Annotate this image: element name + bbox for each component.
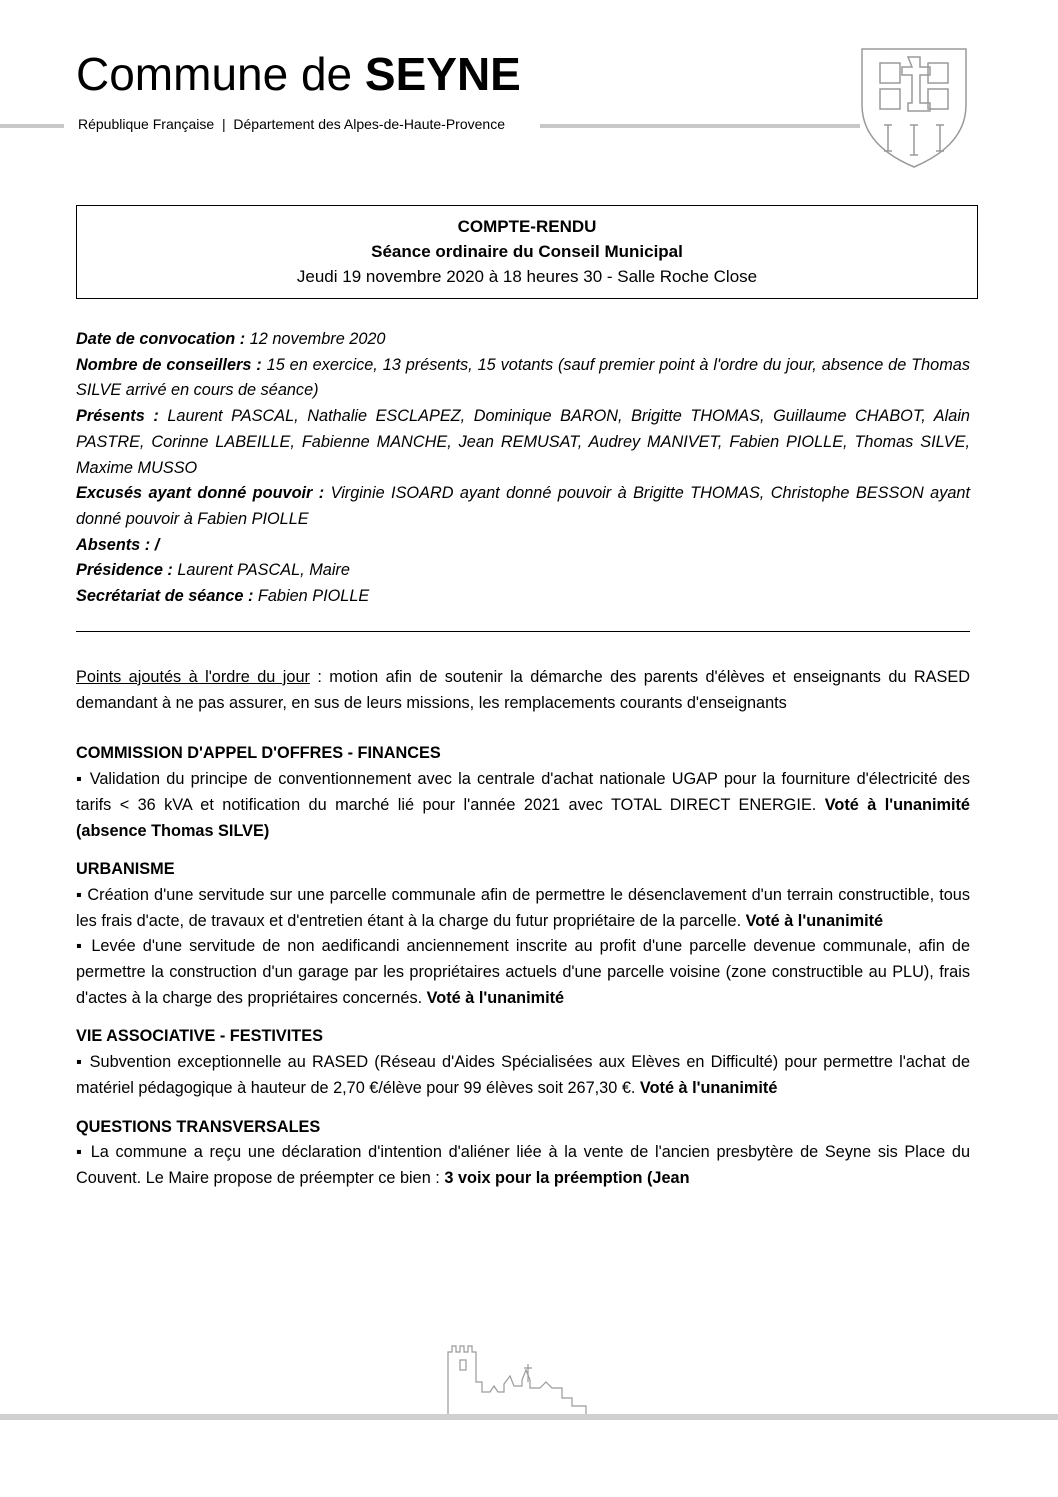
vie-associative-item (76, 1050, 970, 1101)
section-title-cao: COMMISSION D'APPEL D'OFFRES - FINANCES (76, 744, 441, 763)
section-title-vie-associative: VIE ASSOCIATIVE - FESTIVITES (76, 1027, 323, 1046)
absents-line (76, 533, 970, 559)
session-type: Séance ordinaire du Conseil Municipal (371, 242, 683, 261)
section-title-questions: QUESTIONS TRANSVERSALES (76, 1117, 321, 1136)
presidence-line (76, 558, 970, 584)
report-heading: COMPTE-RENDU (457, 217, 597, 236)
presents-line (76, 404, 970, 481)
convocation-line (76, 327, 970, 353)
report-title-box (76, 205, 978, 299)
conseillers-line (76, 353, 970, 404)
meeting-info (76, 327, 970, 610)
title-prefix: Commune de (76, 48, 353, 100)
presidence-label: Présidence : (76, 561, 173, 580)
separator-line (76, 631, 970, 632)
presidence-value: Laurent PASCAL, Maire (172, 561, 350, 580)
subtitle: République Française | Département des Alpes-de-Haute-Provence (78, 116, 505, 132)
added-points (76, 665, 970, 716)
title-name: SEYNE (364, 48, 521, 100)
report-body (76, 665, 970, 1192)
added-points-label: Points ajoutés à l'ordre du jour (76, 668, 310, 686)
session-date: Jeudi 19 novembre 2020 à 18 heures 30 - Salle Roche Close (296, 267, 758, 286)
vie-associative-vote: Voté à l'unanimité (639, 1078, 778, 1097)
urbanisme-item-2-text: ▪ Levée d'une servitude de non aedificandi anciennement inscrite au profit d'une parcelle devenue communale, afin de permettre la construction d'un garage par les propriétaires actuels d'une parcelle voisine (zone constructible au PLU), frais d'actes à la charge des propriétaires concernés. (76, 937, 970, 1007)
coat-of-arms-icon (858, 45, 970, 170)
conseillers-label: Nombre de conseillers : (76, 355, 262, 374)
subtitle-rule-right (540, 124, 860, 128)
cao-item (76, 767, 970, 844)
excuses-line (76, 481, 970, 532)
questions-item (76, 1140, 970, 1191)
footer-rule (0, 1414, 1058, 1420)
urbanisme-item-1-text: ▪ Création d'une servitude sur une parcelle communale afin de permettre le désenclavement d'un terrain constructible, tous les frais d'acte, de travaux et d'entretien étant à la charge du futur propriétaire de la parcelle. (76, 885, 970, 930)
page-title (76, 45, 521, 103)
urbanisme-vote-1: Voté à l'unanimité (745, 911, 884, 930)
presents-value: Laurent PASCAL, Nathalie ESCLAPEZ, Dominique BARON, Brigitte THOMAS, Guillaume CHABOT, Alain PASTRE, Corinne LABEILLE, Fabienne MANCHE, Jean REMUSAT, Audrey MANIVET, Fabien PIOLLE, Thomas SILVE, Maxime MUSSO (76, 407, 970, 477)
cao-item-text: ▪ Validation du principe de conventionnement avec la centrale d'achat nationale UGAP pour la fourniture d'électricité des tarifs < 36 kVA et notification du marché lié pour l'année 2021 avec TOTAL DIRECT ENERGIE. (76, 770, 970, 814)
excuses-value: Virginie ISOARD ayant donné pouvoir à Brigitte THOMAS, Christophe BESSON ayant donné pouvoir à Fabien PIOLLE (76, 484, 970, 528)
questions-item-text: ▪ La commune a reçu une déclaration d'intention d'aliéner liée à la vente de l'ancien presbytère de Seyne sis Place du Couvent. Le Maire propose de préempter ce bien : (76, 1143, 970, 1187)
cao-vote: Voté à l'unanimité (absence Thomas SILVE) (76, 795, 970, 840)
conseillers-value: 15 en exercice, 13 présents, 15 votants (sauf premier point à l'ordre du jour, absence de Thomas SILVE arrivé en cours de séance) (76, 355, 970, 400)
village-sketch-icon (428, 1342, 628, 1422)
urbanisme-vote-2: Voté à l'unanimité (426, 988, 565, 1007)
secretariat-line (76, 584, 970, 610)
section-title-urbanisme: URBANISME (76, 860, 175, 879)
urbanisme-item-2 (76, 934, 970, 1011)
convocation-value: 12 novembre 2020 (245, 330, 386, 348)
excuses-label: Excusés ayant donné pouvoir : (76, 484, 325, 503)
convocation-label: Date de convocation : (76, 330, 246, 348)
secretariat-value: Fabien PIOLLE (253, 587, 370, 606)
urbanisme-item-1 (76, 883, 970, 934)
absents-label: Absents : / (76, 535, 160, 554)
vie-associative-item-text: ▪ Subvention exceptionnelle au RASED (Réseau d'Aides Spécialisées aux Elèves en Difficulté) pour permettre l'achat de matériel pédagogique à hauteur de 2,70 €/élève pour 99 élèves soit 267,30 €. (76, 1053, 970, 1097)
presents-label: Présents : (76, 407, 159, 426)
subtitle-rule-left (0, 124, 64, 128)
secretariat-label: Secrétariat de séance : (76, 587, 254, 606)
added-points-text: : motion afin de soutenir la démarche des parents d'élèves et enseignants du RASED demandant à ne pas assurer, en sus de leurs missions, les remplacements courants d'enseignants (76, 668, 970, 712)
questions-vote: 3 voix pour la préemption (Jean (444, 1168, 690, 1187)
